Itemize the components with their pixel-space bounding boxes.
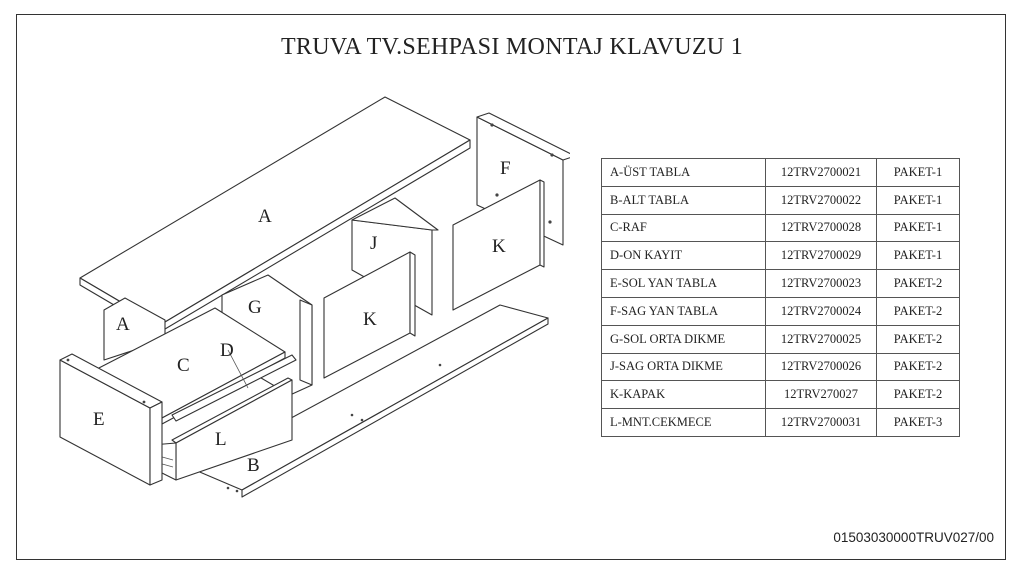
parts-table-row (602, 381, 960, 409)
part-code-cell: 12TRV2700028 (766, 214, 877, 242)
part-code-cell: 12TRV2700031 (766, 409, 877, 437)
part-package-cell: PAKET-3 (877, 409, 960, 437)
parts-table-row (602, 270, 960, 298)
label-b: B (247, 455, 260, 476)
part-code-cell: 12TRV2700021 (766, 159, 877, 187)
part-name-cell: C-RAF (602, 214, 766, 242)
part-name-cell: A-ÜST TABLA (602, 159, 766, 187)
part-package-cell: PAKET-1 (877, 214, 960, 242)
parts-list-table (601, 158, 960, 437)
part-package-cell: PAKET-2 (877, 353, 960, 381)
parts-table-row (602, 214, 960, 242)
parts-table-row (602, 409, 960, 437)
part-code-cell: 12TRV2700025 (766, 325, 877, 353)
part-code-cell: 12TRV2700026 (766, 353, 877, 381)
parts-table-row (602, 186, 960, 214)
label-k-right: K (492, 236, 506, 257)
part-code-cell: 12TRV2700022 (766, 186, 877, 214)
part-name-cell: J-SAG ORTA DIKME (602, 353, 766, 381)
label-c: C (177, 355, 190, 376)
document-code: 01503030000TRUV027/00 (833, 530, 994, 545)
part-name-cell: E-SOL YAN TABLA (602, 270, 766, 298)
part-package-cell: PAKET-1 (877, 159, 960, 187)
exploded-assembly-drawing (50, 90, 570, 510)
part-package-cell: PAKET-2 (877, 297, 960, 325)
part-name-cell: K-KAPAK (602, 381, 766, 409)
part-name-cell: F-SAG YAN TABLA (602, 297, 766, 325)
part-package-cell: PAKET-2 (877, 270, 960, 298)
label-g: G (248, 297, 262, 318)
part-package-cell: PAKET-2 (877, 325, 960, 353)
part-package-cell: PAKET-2 (877, 381, 960, 409)
label-a-back: A (116, 314, 130, 335)
part-package-cell: PAKET-1 (877, 186, 960, 214)
part-name-cell: B-ALT TABLA (602, 186, 766, 214)
label-k-middle: K (363, 309, 377, 330)
part-code-cell: 12TRV270027 (766, 381, 877, 409)
parts-table-row (602, 297, 960, 325)
part-name-cell: D-ON KAYIT (602, 242, 766, 270)
parts-table-row (602, 325, 960, 353)
label-l: L (215, 429, 227, 450)
part-code-cell: 12TRV2700024 (766, 297, 877, 325)
label-a-top: A (258, 206, 272, 227)
label-e: E (93, 409, 105, 430)
label-d: D (220, 340, 234, 361)
page-title: TRUVA TV.SEHPASI MONTAJ KLAVUZU 1 (280, 34, 744, 60)
parts-table-row (602, 242, 960, 270)
part-package-cell: PAKET-1 (877, 242, 960, 270)
part-name-cell: G-SOL ORTA DIKME (602, 325, 766, 353)
part-code-cell: 12TRV2700023 (766, 270, 877, 298)
part-name-cell: L-MNT.CEKMECE (602, 409, 766, 437)
label-j: J (370, 233, 378, 254)
part-code-cell: 12TRV2700029 (766, 242, 877, 270)
parts-table-row (602, 159, 960, 187)
label-f: F (500, 158, 511, 179)
parts-table-row (602, 353, 960, 381)
